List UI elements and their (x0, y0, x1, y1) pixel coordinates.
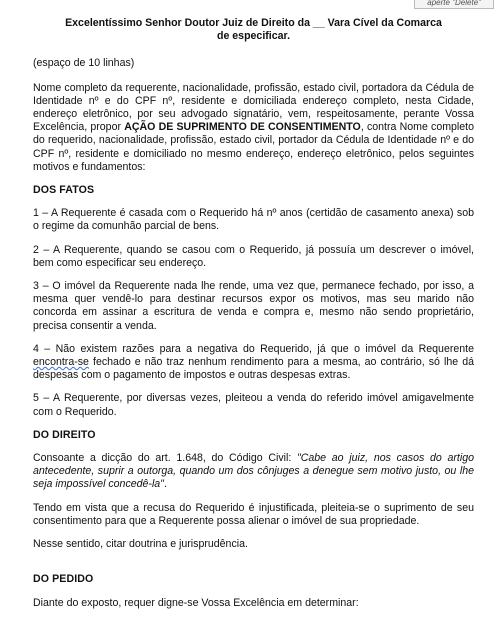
direito-1-before: Consoante a dicção do art. 1.648, do Código Civil: (33, 452, 297, 465)
fato-paragraph-1: 1 – A Requerente é casada com o Requerido há nº anos (certidão de casamento anexa) sob o regime da comunhão parcial de bens. (33, 207, 474, 233)
intro-text-before: Nome completo da requerente, nacionalidade, profissão, estado civil, portadora da Cédula de Identidade nº e do CPF nº, residente e domiciliada endereço completo, nesta Cidade, endereço eletrônico, por seu advogado signatário, vem, respeitosamente, perante Vossa Excelência, propor (33, 81, 474, 134)
code-quote: "Cabe ao juiz, nos casos do artigo antecedente, suprir a outorga, quando um dos cônjuges a denegue sem motivo justo, ou lhe seja impossível concedê-la" (33, 452, 474, 491)
intro-text-after: , contra Nome completo do requerido, nacionalidade, profissão, estado civil, portador da Cédula de Identidade nº e do CPF nº, residente e domiciliado no mesmo endereço, endereço eletrônico, pelos seguintes motivos e fundamentos: (33, 121, 475, 173)
direito-paragraph-2: Tendo em vista que a recusa do Requerido é injustificada, pleiteia-se o suprimento de seu consentimento para que a Requerente possa alienar o imóvel de sua propriedade. (33, 501, 474, 527)
section-heading-pedido: DO PEDIDO (33, 573, 94, 586)
spellcheck-word: encontra-se (33, 356, 89, 369)
delete-hint-tab: aperte "Delete" (414, 0, 494, 9)
direito-paragraph-3: Nesse sentido, citar doutrina e jurisprudência. (33, 538, 248, 551)
document-body[interactable] (33, 17, 474, 620)
pedido-paragraph-1: Diante do exposto, requer digne-se Vossa Excelência em determinar: (33, 596, 359, 609)
title-line-1: Excelentíssimo Senhor Doutor Juiz de Direito da __ Vara Cível da Comarca (65, 17, 442, 29)
fato-paragraph-3: 3 – O imóvel da Requerente nada lhe rende, uma vez que, permanece fechado, por isso, a mesma quer vendê-lo para destinar recursos expor os motivos, mas seu marido não concorda em assinar a escritura de venda e compra e, mesmo não sendo proprietário, precisa consentir a venda. (33, 280, 474, 332)
blank-line (33, 561, 474, 573)
section-heading-direito: DO DIREITO (33, 428, 96, 441)
action-name: AÇÃO DE SUPRIMENTO DE CONSENTIMENTO (124, 121, 361, 134)
title-line-2: de especificar. (216, 30, 291, 43)
intro-paragraph (33, 82, 474, 174)
section-heading-fatos: DOS FATOS (33, 184, 95, 197)
fato-4-after: fechado e não traz nenhum rendimento para a mesma, ao contrário, só lhe dá despesas com o pagamento de impostos e outras despesas extras. (33, 356, 474, 382)
fato-4-before: 4 – Não existem razões para a negativa do Requerido, já que o imóvel da Requerente (33, 342, 474, 355)
document-title (33, 17, 474, 43)
fato-paragraph-2: 2 – A Requerente, quando se casou com o Requerido, já possuía um descrever o imóvel, bem como especificar seu endereço. (33, 243, 474, 269)
direito-paragraph-1 (33, 452, 474, 492)
space-note: (espaço de 10 linhas) (33, 57, 135, 70)
fato-paragraph-4 (33, 343, 474, 383)
fato-paragraph-5: 5 – A Requerente, por diversas vezes, pleiteou a venda do referido imóvel amigavelmente com o Requerido. (33, 392, 474, 418)
direito-1-after: . (163, 478, 167, 491)
